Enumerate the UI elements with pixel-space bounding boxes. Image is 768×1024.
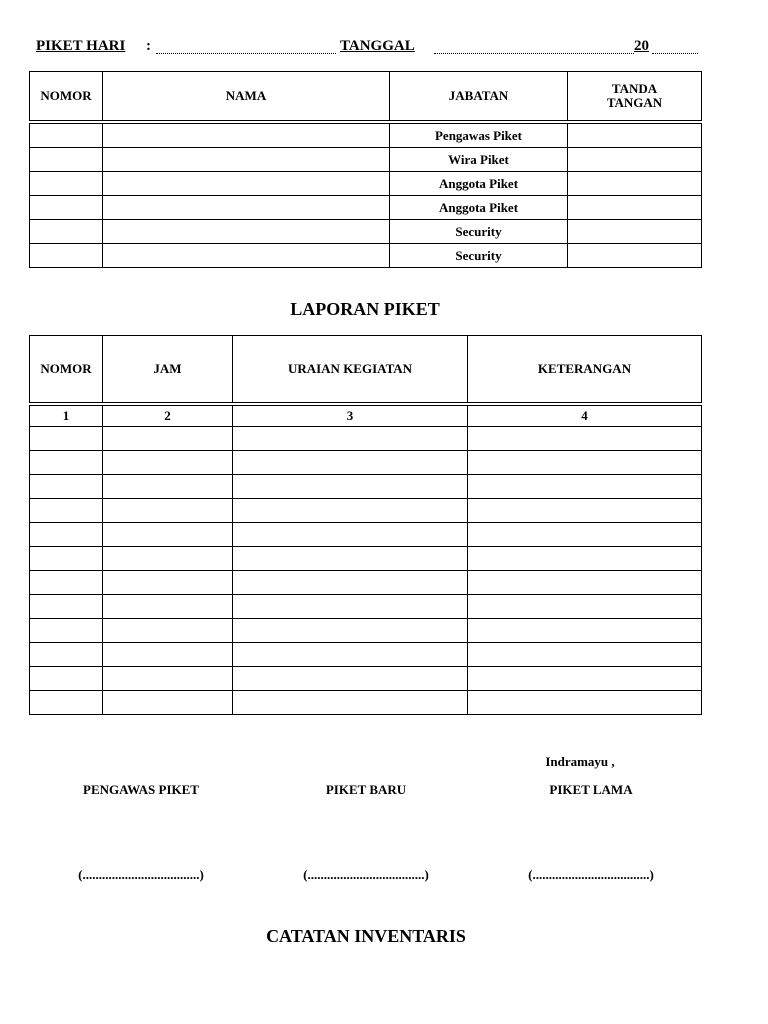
- nomor-cell[interactable]: [30, 196, 103, 220]
- uraian-cell[interactable]: [233, 619, 468, 643]
- jabatan-cell: Anggota Piket: [390, 196, 568, 220]
- tanda-tangan-cell[interactable]: [568, 244, 702, 268]
- keterangan-cell[interactable]: [468, 523, 702, 547]
- laporan-table: [29, 335, 702, 715]
- laporan-row: [30, 547, 702, 571]
- keterangan-cell[interactable]: [468, 595, 702, 619]
- roster-row: [30, 196, 702, 220]
- laporan-body: [30, 404, 702, 715]
- piket-hari-label: PIKET HARI: [36, 38, 126, 54]
- nomor-cell[interactable]: [30, 220, 103, 244]
- roster-row: [30, 244, 702, 268]
- keterangan-cell[interactable]: [468, 499, 702, 523]
- laporan-header-row: [30, 336, 702, 405]
- role-piket-lama: PIKET LAMA: [549, 782, 633, 797]
- keterangan-cell[interactable]: [468, 547, 702, 571]
- keterangan-cell[interactable]: [468, 451, 702, 475]
- nomor-cell[interactable]: [30, 667, 103, 691]
- keterangan-cell[interactable]: [468, 643, 702, 667]
- tanda-tangan-cell[interactable]: [568, 220, 702, 244]
- signature-blank-piket-baru[interactable]: (....................................): [303, 867, 429, 882]
- uraian-cell[interactable]: [233, 643, 468, 667]
- nama-cell[interactable]: [103, 148, 390, 172]
- jam-cell[interactable]: [103, 619, 233, 643]
- jam-cell[interactable]: [103, 571, 233, 595]
- jabatan-cell: Security: [390, 220, 568, 244]
- nomor-cell[interactable]: [30, 571, 103, 595]
- laporan-row: [30, 667, 702, 691]
- keterangan-cell[interactable]: [468, 619, 702, 643]
- jabatan-cell: Pengawas Piket: [390, 122, 568, 148]
- uraian-cell[interactable]: [233, 667, 468, 691]
- signature-blank-piket-lama[interactable]: (....................................): [528, 867, 654, 882]
- role-pengawas-piket: PENGAWAS PIKET: [83, 782, 199, 797]
- roster-row: [30, 122, 702, 148]
- col-tanda-tangan: TANDA TANGAN: [568, 72, 702, 123]
- nomor-cell[interactable]: [30, 499, 103, 523]
- jam-cell[interactable]: [103, 499, 233, 523]
- col-nomor: NOMOR: [30, 72, 103, 123]
- tanda-tangan-cell[interactable]: [568, 148, 702, 172]
- tanda-tangan-cell[interactable]: [568, 122, 702, 148]
- column-number: 2: [103, 404, 233, 427]
- col-uraian-kegiatan: URAIAN KEGIATAN: [233, 336, 468, 405]
- jam-cell[interactable]: [103, 667, 233, 691]
- col-nama: NAMA: [103, 72, 390, 123]
- jam-cell[interactable]: [103, 595, 233, 619]
- uraian-cell[interactable]: [233, 595, 468, 619]
- uraian-cell[interactable]: [233, 523, 468, 547]
- nomor-cell[interactable]: [30, 595, 103, 619]
- nama-cell[interactable]: [103, 172, 390, 196]
- nomor-cell[interactable]: [30, 244, 103, 268]
- nomor-cell[interactable]: [30, 148, 103, 172]
- uraian-cell[interactable]: [233, 691, 468, 715]
- col-jam: JAM: [103, 336, 233, 405]
- nomor-cell[interactable]: [30, 451, 103, 475]
- roster-row: [30, 172, 702, 196]
- place-label: Indramayu ,: [545, 754, 615, 769]
- nomor-cell[interactable]: [30, 172, 103, 196]
- laporan-row: [30, 499, 702, 523]
- uraian-cell[interactable]: [233, 571, 468, 595]
- laporan-row: [30, 691, 702, 715]
- keterangan-cell[interactable]: [468, 475, 702, 499]
- jam-cell[interactable]: [103, 643, 233, 667]
- nomor-cell[interactable]: [30, 619, 103, 643]
- jabatan-cell: Security: [390, 244, 568, 268]
- nomor-cell[interactable]: [30, 475, 103, 499]
- year-fill-line[interactable]: [652, 38, 698, 54]
- roster-header-row: [30, 72, 702, 123]
- header-line: [36, 38, 700, 60]
- uraian-cell[interactable]: [233, 475, 468, 499]
- nomor-cell[interactable]: [30, 427, 103, 451]
- nama-cell[interactable]: [103, 122, 390, 148]
- keterangan-cell[interactable]: [468, 691, 702, 715]
- keterangan-cell[interactable]: [468, 571, 702, 595]
- laporan-row: [30, 571, 702, 595]
- inventaris-title: CATATAN INVENTARIS: [266, 926, 466, 946]
- uraian-cell[interactable]: [233, 547, 468, 571]
- uraian-cell[interactable]: [233, 499, 468, 523]
- laporan-row: [30, 451, 702, 475]
- jabatan-cell: Anggota Piket: [390, 172, 568, 196]
- nama-cell[interactable]: [103, 196, 390, 220]
- jabatan-cell: Wira Piket: [390, 148, 568, 172]
- laporan-row: [30, 643, 702, 667]
- keterangan-cell[interactable]: [468, 667, 702, 691]
- laporan-title: LAPORAN PIKET: [290, 299, 440, 319]
- tanggal-fill-line[interactable]: [434, 38, 634, 54]
- nama-cell[interactable]: [103, 220, 390, 244]
- keterangan-cell[interactable]: [468, 427, 702, 451]
- year-prefix: 20: [634, 38, 649, 54]
- role-piket-baru: PIKET BARU: [325, 782, 407, 797]
- nama-cell[interactable]: [103, 244, 390, 268]
- uraian-cell[interactable]: [233, 451, 468, 475]
- jam-cell[interactable]: [103, 427, 233, 451]
- jam-cell[interactable]: [103, 523, 233, 547]
- column-number: 1: [30, 404, 103, 427]
- jam-cell[interactable]: [103, 547, 233, 571]
- nomor-cell[interactable]: [30, 691, 103, 715]
- tanda-tangan-cell[interactable]: [568, 196, 702, 220]
- tanggal-label: TANGGAL: [340, 38, 415, 54]
- column-number: 4: [468, 404, 702, 427]
- nomor-cell[interactable]: [30, 523, 103, 547]
- roster-row: [30, 220, 702, 244]
- laporan-row: [30, 475, 702, 499]
- column-number-row: [30, 404, 702, 427]
- jam-cell[interactable]: [103, 451, 233, 475]
- hari-fill-line[interactable]: [156, 38, 336, 54]
- colon: :: [146, 38, 151, 54]
- nomor-cell[interactable]: [30, 643, 103, 667]
- jam-cell[interactable]: [103, 475, 233, 499]
- signature-blank-pengawas[interactable]: (....................................): [78, 867, 204, 882]
- laporan-row: [30, 427, 702, 451]
- nomor-cell[interactable]: [30, 547, 103, 571]
- laporan-row: [30, 523, 702, 547]
- laporan-row: [30, 595, 702, 619]
- col-jabatan: JABATAN: [390, 72, 568, 123]
- roster-row: [30, 148, 702, 172]
- tanda-tangan-cell[interactable]: [568, 172, 702, 196]
- laporan-row: [30, 619, 702, 643]
- col-nomor: NOMOR: [30, 336, 103, 405]
- roster-body: [30, 122, 702, 268]
- piket-roster-table: [29, 71, 702, 268]
- uraian-cell[interactable]: [233, 427, 468, 451]
- column-number: 3: [233, 404, 468, 427]
- jam-cell[interactable]: [103, 691, 233, 715]
- nomor-cell[interactable]: [30, 122, 103, 148]
- col-keterangan: KETERANGAN: [468, 336, 702, 405]
